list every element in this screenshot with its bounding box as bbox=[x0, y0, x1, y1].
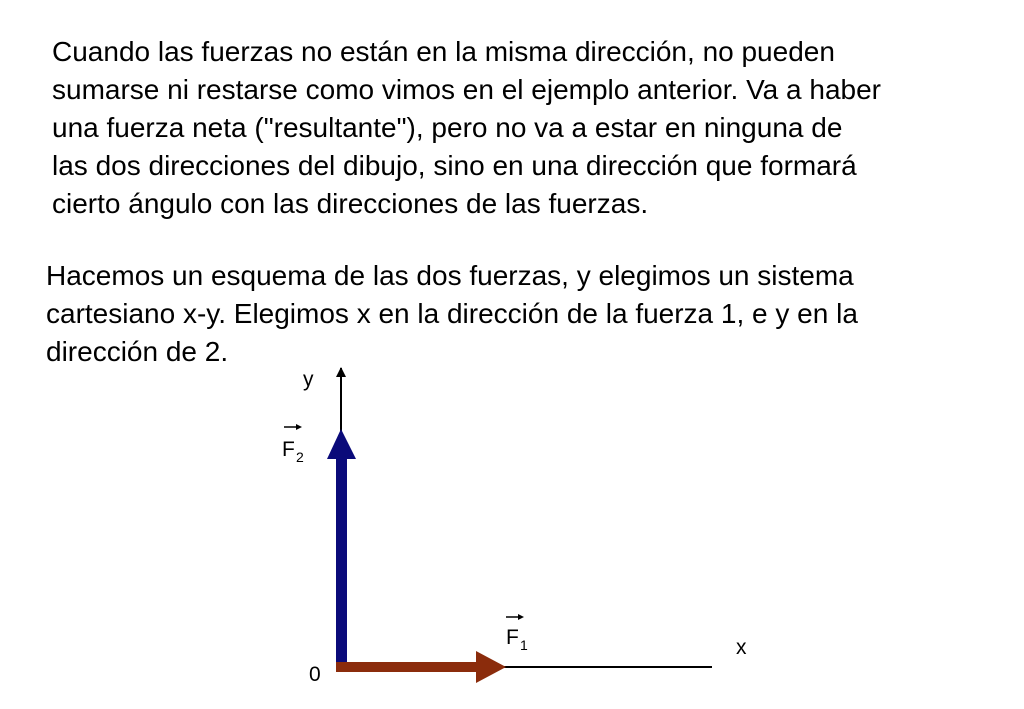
y-axis-label: y bbox=[303, 368, 314, 391]
x-axis-label: x bbox=[736, 636, 747, 659]
scheme-line: Hacemos un esquema de las dos fuerzas, y elegimos un sistema bbox=[46, 260, 854, 291]
force1-label bbox=[506, 614, 528, 653]
vector-arrowhead-icon bbox=[518, 614, 524, 620]
origin-label: 0 bbox=[309, 663, 321, 686]
vector-arrowhead-icon bbox=[296, 424, 302, 430]
force2-vector bbox=[327, 429, 356, 667]
force2-letter: F bbox=[282, 438, 295, 461]
scheme-line: dirección de 2. bbox=[46, 336, 229, 367]
force2-subscript: 2 bbox=[296, 449, 304, 465]
force1-vector bbox=[336, 651, 506, 683]
force1-subscript: 1 bbox=[520, 637, 528, 653]
intro-line: Cuando las fuerzas no están en la misma dirección, no pueden bbox=[52, 36, 835, 67]
intro-line: una fuerza neta ("resultante"), pero no va a estar en ninguna de bbox=[52, 112, 843, 143]
intro-line: sumarse ni restarse como vimos en el ejemplo anterior. Va a haber bbox=[52, 74, 881, 105]
force2-label bbox=[282, 424, 304, 465]
intro-line: las dos direcciones del dibujo, sino en una dirección que formará bbox=[52, 150, 857, 181]
scheme-line: cartesiano x-y. Elegimos x en la dirección de la fuerza 1, e y en la bbox=[46, 298, 858, 329]
intro-line: cierto ángulo con las direcciones de las fuerzas. bbox=[52, 188, 649, 219]
force1-letter: F bbox=[506, 626, 519, 649]
